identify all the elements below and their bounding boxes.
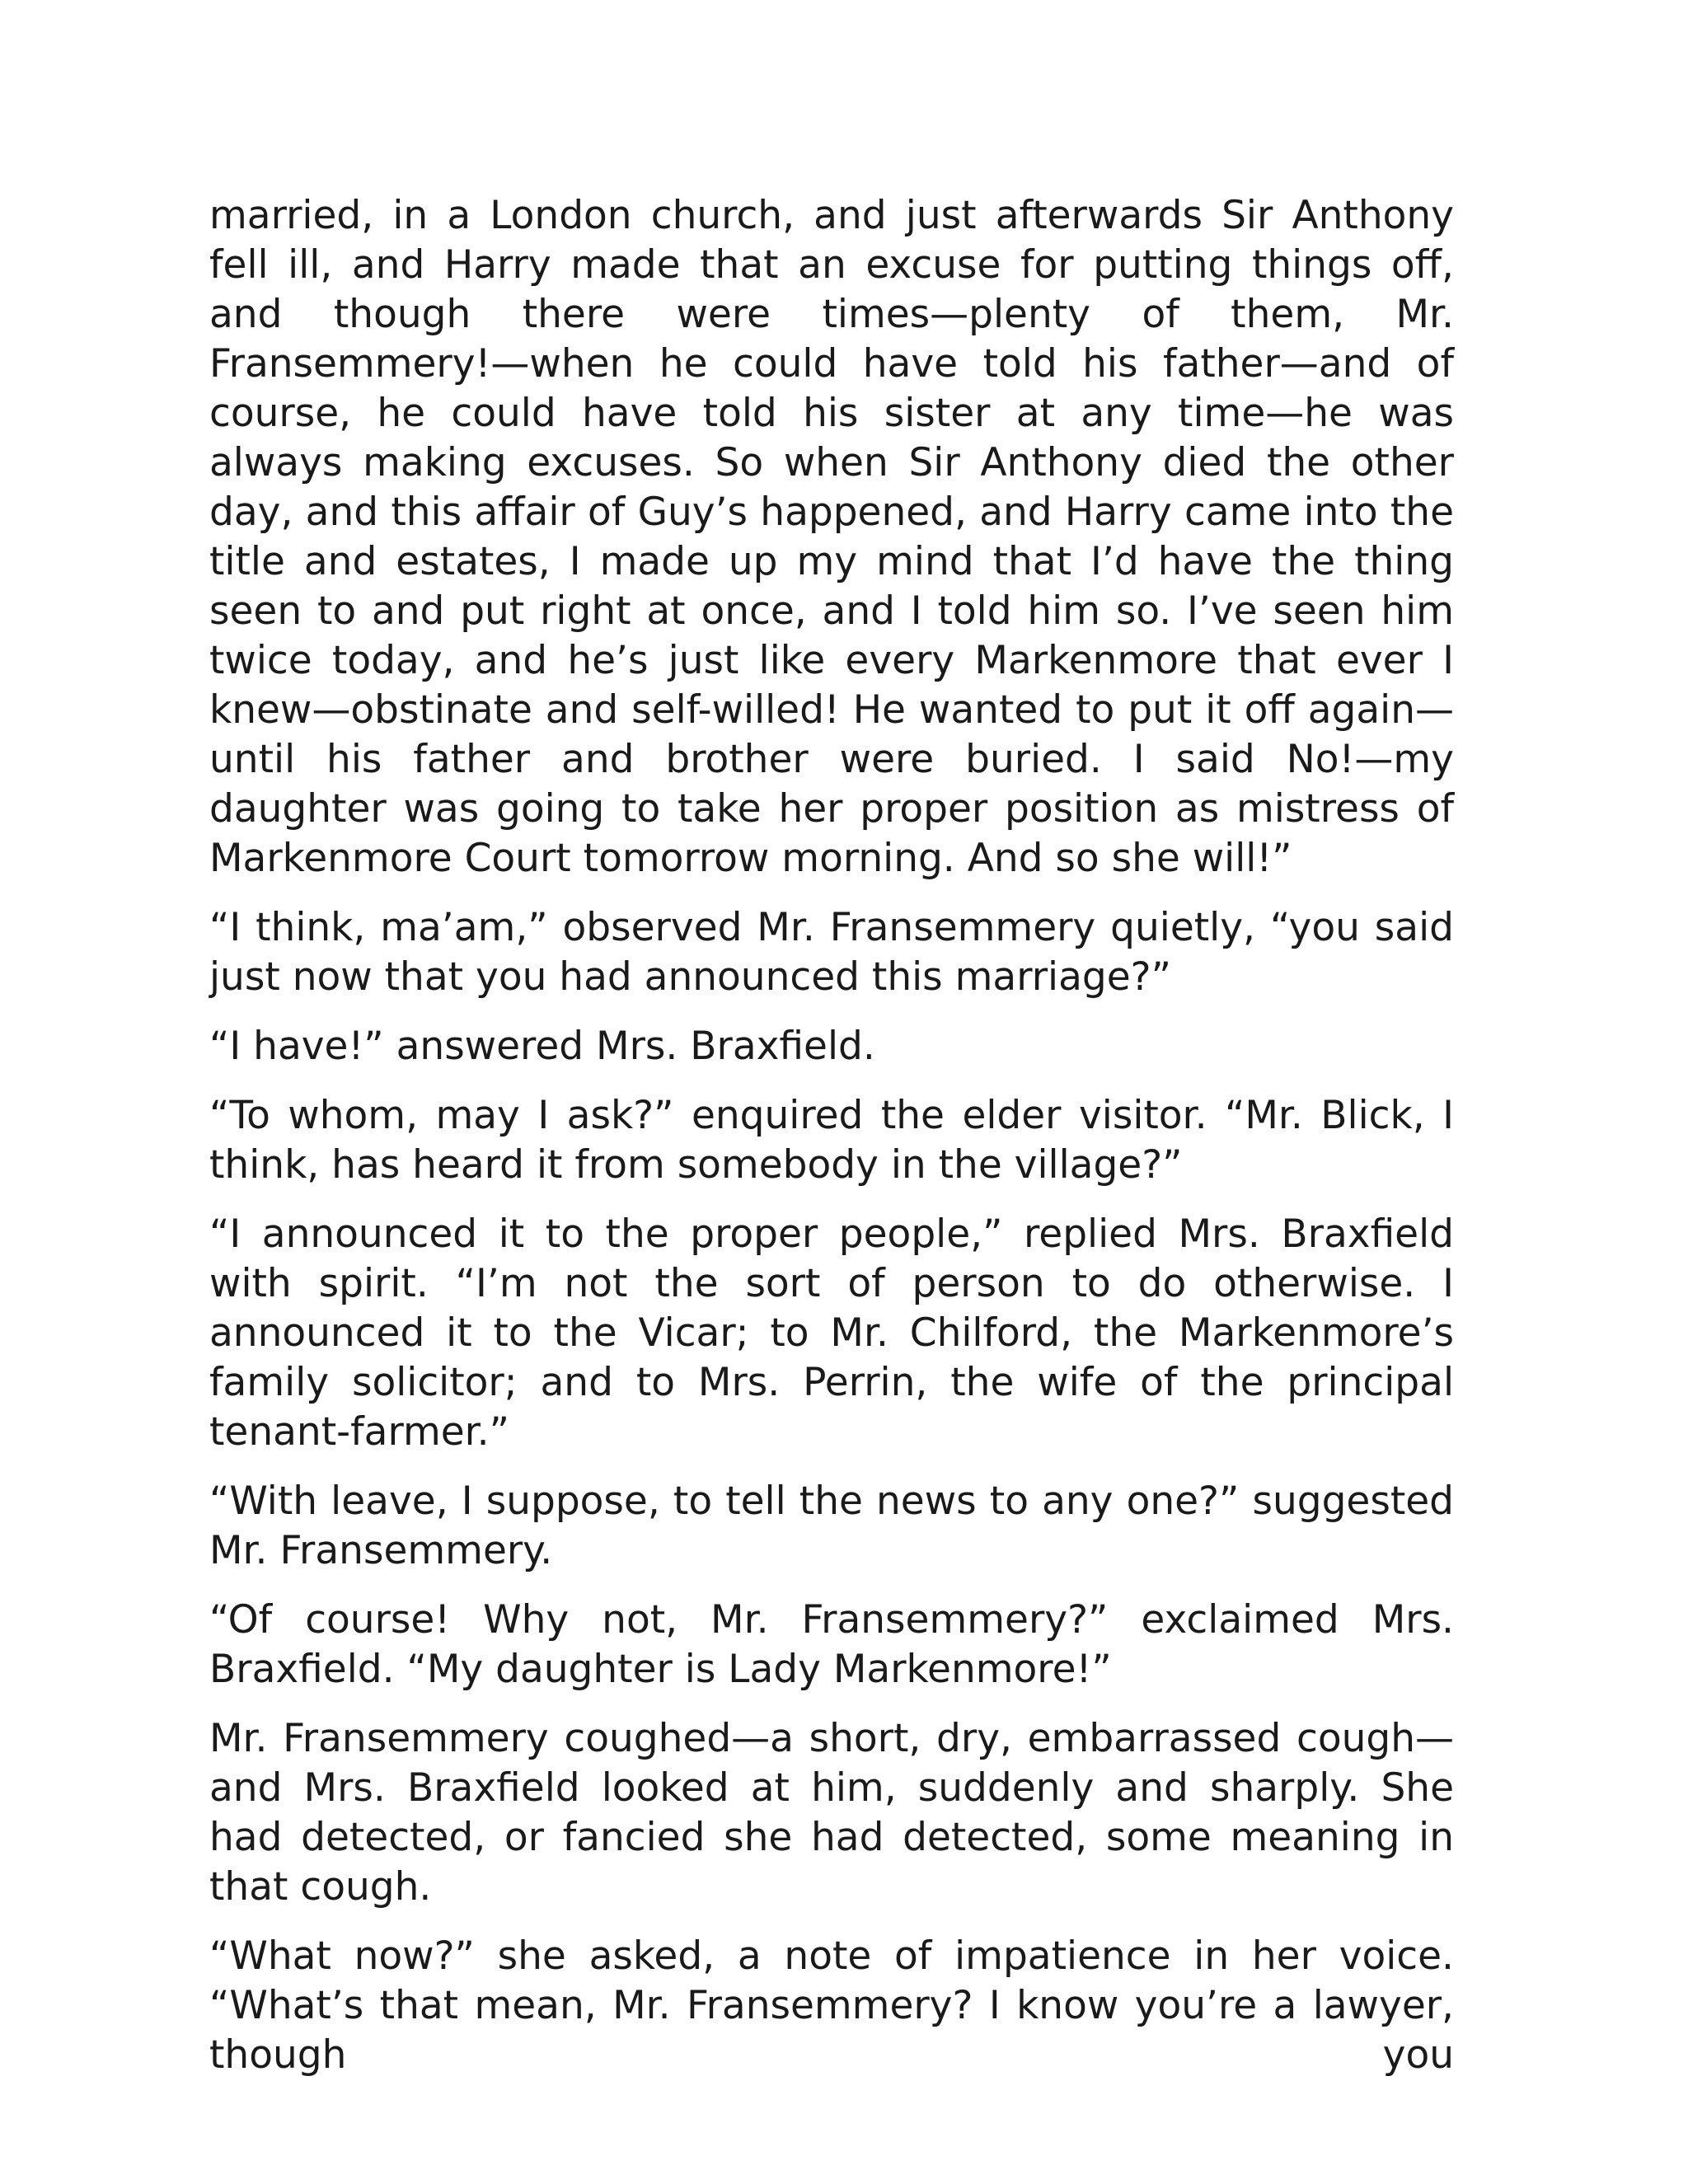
paragraph-4: “To whom, may I ask?” enquired the elder visitor. “Mr. Blick, I think, has heard it from somebody in the village?”: [209, 1093, 1454, 1188]
paragraph-3: “I have!” answered Mrs. Braxfield.: [209, 1024, 875, 1069]
paragraph-5: “I announced it to the proper people,” replied Mrs. Braxfield with spirit. “I’m not the sort of person to do otherwise. I announced it to the Vicar; to Mr. Chilford, the Markenmore’s family solicitor; and to Mrs. Perrin, the wife of the principal tenant-farmer.”: [209, 1212, 1454, 1455]
paragraph-8: Mr. Fransemmery coughed—a short, dry, embarrassed cough—and Mrs. Braxfield looked at him, suddenly and sharply. She had detected, or fancied she had detected, some meaning in that cough.: [209, 1716, 1454, 1910]
book-page-text: [209, 191, 1454, 2100]
paragraph-7: “Of course! Why not, Mr. Fransemmery?” exclaimed Mrs. Braxfield. “My daughter is Lady Markenmore!”: [209, 1597, 1454, 1692]
paragraph-9: “What now?” she asked, a note of impatience in her voice. “What’s that mean, Mr. Fransemmery? I know you’re a lawyer, though you: [209, 1933, 1454, 2078]
paragraph-6: “With leave, I suppose, to tell the news to any one?” suggested Mr. Fransemmery.: [209, 1479, 1454, 1573]
paragraph-2: “I think, ma’am,” observed Mr. Fransemmery quietly, “you said just now that you had announced this marriage?”: [209, 905, 1454, 1000]
paragraph-1: married, in a London church, and just afterwards Sir Anthony fell ill, and Harry made that an excuse for putting things off, and though there were times—plenty of them, Mr. Fransemmery!—when he could have told his father—and of course, he could have told his sister at any time—he was always making excuses. So when Sir Anthony died the other day, and this affair of Guy’s happened, and Harry came into the title and estates, I made up my mind that I’d have the thing seen to and put right at once, and I told him so. I’ve seen him twice today, and he’s just like every Markenmore that ever I knew—obstinate and self-willed! He wanted to put it off again—until his father and brother were buried. I said No!—my daughter was going to take her proper position as mistress of Markenmore Court tomorrow morning. And so she will!”: [209, 193, 1454, 881]
